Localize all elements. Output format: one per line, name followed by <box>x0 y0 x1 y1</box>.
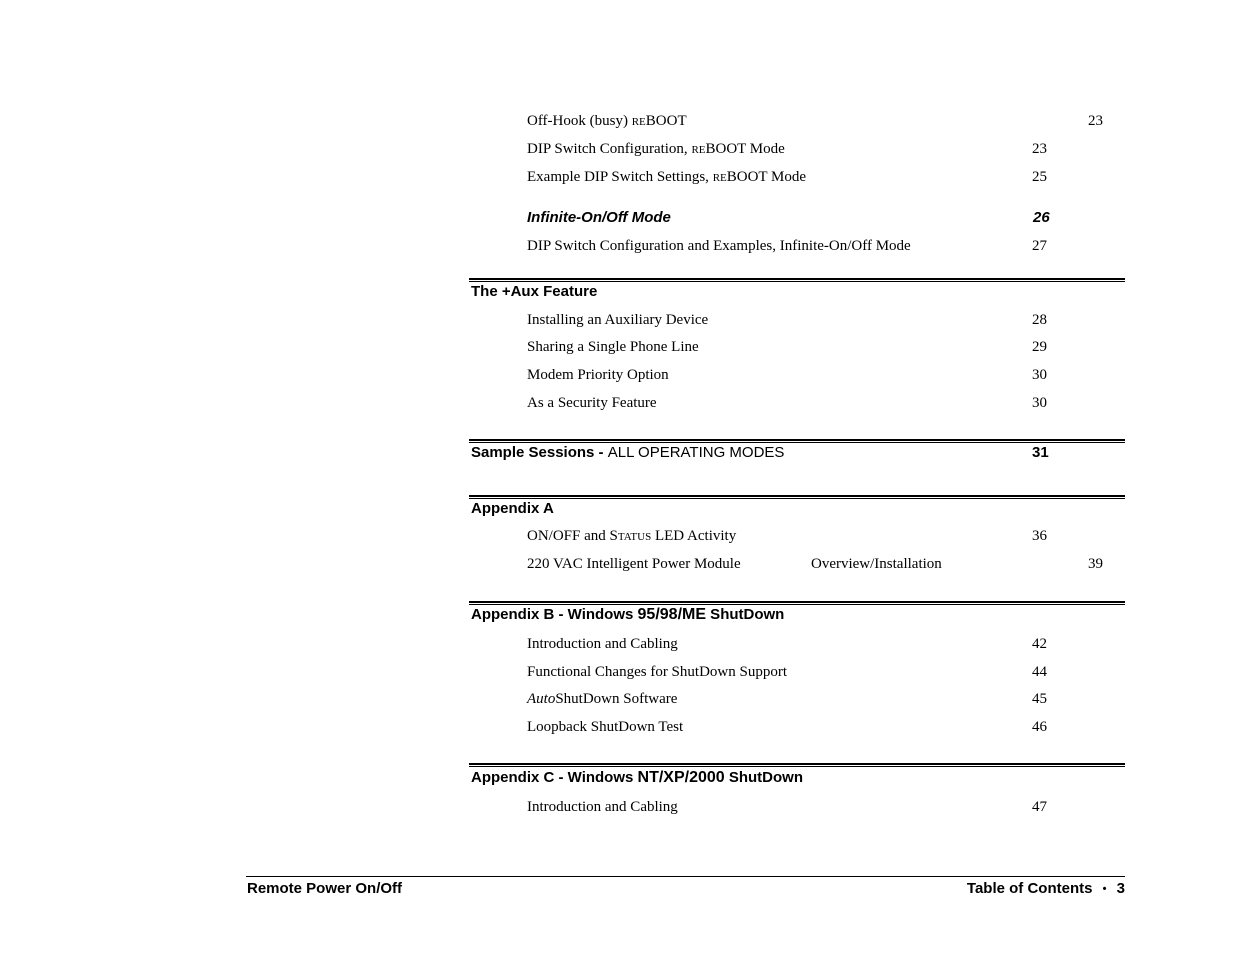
toc-entry: Introduction and Cabling <box>527 799 678 815</box>
toc-section-appendix-b: Appendix B - Windows 95/98/ME ShutDown <box>471 606 785 623</box>
footer-doc-title: Remote Power On/Off <box>247 880 403 897</box>
footer-rule <box>246 876 1125 877</box>
toc-page-number: 36 <box>1032 528 1047 544</box>
toc-page-number: 30 <box>1032 367 1047 383</box>
toc-entry: Functional Changes for ShutDown Support <box>527 664 787 680</box>
toc-entry-220vac: 220 VAC Intelligent Power Module <box>527 556 741 572</box>
toc-entry: Installing an Auxiliary Device <box>527 312 709 328</box>
bullet-icon: • <box>1102 883 1107 895</box>
toc-page-number: 23 <box>1088 113 1103 129</box>
section-rule <box>469 439 1125 443</box>
section-rule <box>469 278 1125 282</box>
toc-page-number: 47 <box>1032 799 1047 815</box>
toc-page-number: 23 <box>1032 141 1047 157</box>
toc-page-number: 30 <box>1032 395 1047 411</box>
toc-entry: As a Security Feature <box>527 395 657 411</box>
toc-entry-led-activity: ON/OFF and STATUS LED Activity <box>527 528 737 544</box>
toc-page-number: 39 <box>1088 556 1103 572</box>
toc-page-number: 31 <box>1032 444 1049 461</box>
toc-section-appendix-a: Appendix A <box>471 500 554 517</box>
toc-section-appendix-c: Appendix C - Windows NT/XP/2000 ShutDown <box>471 769 804 786</box>
toc-page-number: 28 <box>1032 312 1047 328</box>
toc-section-sample-sessions: Sample Sessions - ALL OPERATING MODES <box>471 444 785 461</box>
toc-section-aux: The +Aux Feature <box>471 283 598 300</box>
toc-page-number: 27 <box>1032 238 1047 254</box>
toc-entry-autoshutdown: AutoShutDown Software <box>527 691 678 707</box>
toc-entry-dip-config-reboot: DIP Switch Configuration, REBOOT Mode <box>527 141 785 157</box>
footer-page-number: 3 <box>1116 880 1125 897</box>
toc-page-number: 26 <box>1033 209 1050 226</box>
toc-entry-offhook-reboot: Off-Hook (busy) REBOOT <box>527 113 687 129</box>
toc-page-number: 44 <box>1032 664 1047 680</box>
toc-entry-example-dip-reboot: Example DIP Switch Settings, REBOOT Mode <box>527 169 807 185</box>
toc-entry: Loopback ShutDown Test <box>527 719 684 735</box>
footer-section-title: Table of Contents • 3 <box>966 880 1125 897</box>
toc-subsection-infinite-mode: Infinite-On/Off Mode <box>527 209 671 226</box>
toc-entry-overview: Overview/Installation <box>811 556 942 572</box>
toc-entry-dip-infinite: DIP Switch Configuration and Examples, Infinite-On/Off Mode <box>527 238 911 254</box>
section-rule <box>469 495 1125 499</box>
toc-page-number: 42 <box>1032 636 1047 652</box>
toc-page-number: 46 <box>1032 719 1047 735</box>
toc-page-number: 25 <box>1032 169 1047 185</box>
toc-entry: Modem Priority Option <box>527 367 669 383</box>
toc-entry: Sharing a Single Phone Line <box>527 339 699 355</box>
section-rule <box>469 763 1125 767</box>
toc-entry: Introduction and Cabling <box>527 636 678 652</box>
section-rule <box>469 601 1125 605</box>
toc-page-number: 29 <box>1032 339 1047 355</box>
toc-page-number: 45 <box>1032 691 1047 707</box>
